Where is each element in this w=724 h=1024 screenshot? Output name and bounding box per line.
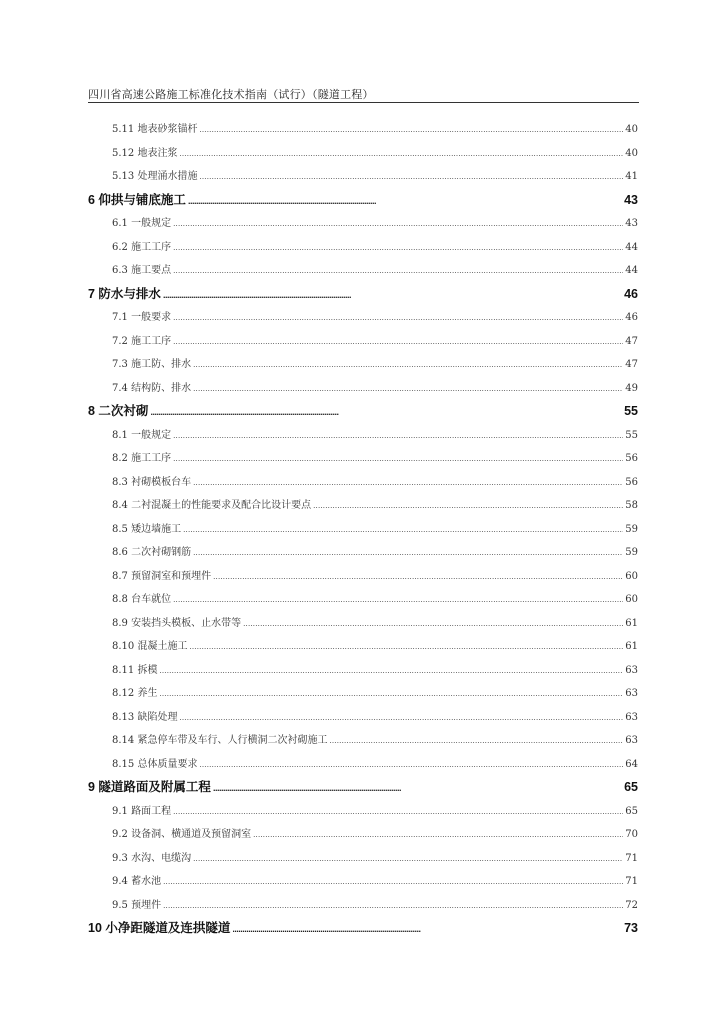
toc-entry-label: 9.4 蓄水池 [112, 876, 162, 887]
toc-dot-leader [150, 400, 622, 424]
toc-dot-leader [188, 189, 622, 213]
toc-chapter-entry[interactable] [88, 776, 638, 800]
toc-page-number: 63 [625, 735, 638, 746]
toc-dot-leader [199, 753, 623, 777]
toc-page-number: 55 [624, 404, 638, 418]
toc-page-number: 59 [625, 547, 638, 558]
toc-page-number: 60 [625, 570, 638, 582]
toc-entry-label: 8 二次衬砌 [88, 404, 149, 418]
toc-dot-leader [179, 706, 623, 730]
toc-page-number: 58 [625, 500, 638, 511]
toc-chapter-entry[interactable] [88, 917, 638, 941]
toc-dot-leader [189, 635, 623, 659]
running-header: 四川省高速公路施工标准化技术指南（试行）（隧道工程） [88, 89, 374, 101]
toc-dot-leader [199, 118, 623, 142]
toc-page-number: 70 [625, 829, 638, 840]
toc-section-entry[interactable] [88, 541, 638, 565]
toc-page-number: 59 [625, 523, 638, 535]
toc-entry-label: 9.1 路面工程 [112, 805, 172, 817]
toc-page-number: 61 [625, 641, 638, 652]
toc-dot-leader [329, 729, 623, 753]
toc-dot-leader [163, 283, 622, 307]
toc-section-entry[interactable] [88, 424, 638, 448]
toc-section-entry[interactable] [88, 165, 638, 189]
toc-page-number: 56 [625, 453, 638, 464]
toc-entry-label: 8.15 总体质量要求 [112, 758, 198, 770]
toc-entry-label: 7.1 一般要求 [112, 312, 172, 323]
toc-dot-leader [173, 800, 623, 824]
toc-page-number: 63 [625, 664, 638, 676]
toc-section-entry[interactable] [88, 306, 638, 330]
toc-entry-label: 8.5 矮边墙施工 [112, 523, 182, 535]
toc-section-entry[interactable] [88, 565, 638, 589]
toc-section-entry[interactable] [88, 212, 638, 236]
toc-section-entry[interactable] [88, 729, 638, 753]
toc-entry-label: 9.5 预埋件 [112, 899, 162, 911]
toc-entry-label: 8.2 施工工序 [112, 453, 172, 464]
toc-entry-label: 8.14 紧急停车带及车行、人行横洞二次衬砌施工 [112, 735, 328, 746]
toc-page-number: 46 [625, 312, 638, 323]
toc-dot-leader [183, 518, 623, 542]
toc-entry-label: 8.1 一般规定 [112, 429, 172, 441]
toc-entry-label: 7.2 施工工序 [112, 335, 172, 347]
toc-dot-leader [173, 447, 623, 471]
toc-section-entry[interactable] [88, 612, 638, 636]
toc-entry-label: 5.13 处理涌水措施 [112, 171, 198, 182]
toc-entry-label: 5.11 地表砂浆锚杆 [112, 124, 198, 135]
toc-page-number: 43 [624, 192, 638, 207]
toc-entry-label: 8.7 预留洞室和预埋件 [112, 570, 212, 582]
toc-page-number: 44 [625, 265, 638, 276]
toc-section-entry[interactable] [88, 142, 638, 166]
toc-chapter-entry[interactable] [88, 400, 638, 424]
toc-dot-leader [193, 541, 623, 565]
toc-page-number: 73 [624, 921, 638, 935]
toc-section-entry[interactable] [88, 823, 638, 847]
toc-entry-label: 6.3 施工要点 [112, 265, 172, 276]
toc-page-number: 56 [625, 476, 638, 488]
toc-entry-label: 8.9 安装挡头模板、止水带等 [112, 617, 242, 629]
toc-page-number: 41 [625, 171, 638, 182]
toc-entry-label: 9.2 设备洞、横通道及预留洞室 [112, 829, 252, 840]
toc-dot-leader [159, 682, 623, 706]
toc-dot-leader [163, 870, 623, 894]
toc-page-number: 64 [625, 758, 638, 770]
toc-dot-leader [253, 823, 623, 847]
toc-dot-leader [193, 377, 623, 401]
toc-page-number: 47 [625, 335, 638, 347]
toc-page-number: 40 [625, 147, 638, 159]
toc-dot-leader [193, 471, 623, 495]
toc-section-entry[interactable] [88, 330, 638, 354]
toc-entry-label: 6.1 一般规定 [112, 218, 172, 229]
header-divider [88, 102, 639, 103]
toc-section-entry[interactable] [88, 518, 638, 542]
toc-dot-leader [173, 259, 623, 283]
toc-dot-leader [163, 894, 623, 918]
toc-page-number: 63 [625, 688, 638, 699]
toc-dot-leader [179, 142, 623, 166]
toc-entry-label: 10 小净距隧道及连拱隧道 [88, 921, 231, 935]
toc-dot-leader [243, 612, 623, 636]
toc-chapter-entry[interactable] [88, 283, 638, 307]
toc-section-entry[interactable] [88, 588, 638, 612]
toc-page-number: 60 [625, 594, 638, 605]
table-of-contents [88, 118, 638, 941]
toc-page-number: 72 [625, 899, 638, 911]
toc-entry-label: 9.3 水沟、电缆沟 [112, 852, 192, 864]
toc-entry-label: 8.10 混凝土施工 [112, 641, 188, 652]
toc-entry-label: 8.11 拆模 [112, 664, 158, 676]
toc-chapter-entry[interactable] [88, 189, 638, 213]
toc-page-number: 61 [625, 617, 638, 629]
toc-section-entry[interactable] [88, 659, 638, 683]
toc-page-number: 71 [625, 876, 638, 887]
toc-dot-leader [199, 165, 623, 189]
toc-page-number: 63 [625, 711, 638, 723]
toc-entry-label: 6.2 施工工序 [112, 241, 172, 253]
toc-entry-label: 7 防水与排水 [88, 286, 161, 301]
toc-dot-leader [159, 659, 623, 683]
toc-section-entry[interactable] [88, 471, 638, 495]
toc-dot-leader [173, 306, 623, 330]
toc-section-entry[interactable] [88, 753, 638, 777]
toc-entry-label: 8.12 养生 [112, 688, 158, 699]
toc-page-number: 47 [625, 359, 638, 370]
toc-section-entry[interactable] [88, 447, 638, 471]
toc-entry-label: 8.13 缺陷处理 [112, 711, 178, 723]
toc-section-entry[interactable] [88, 682, 638, 706]
toc-page-number: 40 [625, 124, 638, 135]
toc-dot-leader [193, 353, 623, 377]
toc-dot-leader [173, 330, 623, 354]
toc-dot-leader [213, 565, 623, 589]
toc-entry-label: 5.12 地表注浆 [112, 147, 178, 159]
toc-section-entry[interactable] [88, 800, 638, 824]
toc-dot-leader [193, 847, 623, 871]
toc-dot-leader [173, 424, 623, 448]
toc-section-entry[interactable] [88, 377, 638, 401]
toc-page-number: 65 [624, 780, 638, 794]
toc-section-entry[interactable] [88, 870, 638, 894]
toc-dot-leader [232, 917, 622, 941]
toc-dot-leader [173, 236, 623, 260]
toc-section-entry[interactable] [88, 118, 638, 142]
toc-entry-label: 8.4 二衬混凝土的性能要求及配合比设计要点 [112, 500, 312, 511]
toc-section-entry[interactable] [88, 353, 638, 377]
toc-page-number: 43 [625, 218, 638, 229]
toc-section-entry[interactable] [88, 236, 638, 260]
toc-dot-leader [173, 588, 623, 612]
toc-dot-leader [173, 212, 623, 236]
toc-section-entry[interactable] [88, 635, 638, 659]
toc-page-number: 71 [625, 852, 638, 864]
toc-entry-label: 9 隧道路面及附属工程 [88, 780, 211, 794]
toc-entry-label: 8.8 台车就位 [112, 594, 172, 605]
toc-entry-label: 8.6 二次衬砌钢筋 [112, 547, 192, 558]
toc-section-entry[interactable] [88, 847, 638, 871]
toc-entry-label: 7.3 施工防、排水 [112, 359, 192, 370]
toc-entry-label: 7.4 结构防、排水 [112, 382, 192, 394]
toc-page-number: 46 [624, 286, 638, 301]
toc-section-entry[interactable] [88, 259, 638, 283]
toc-page-number: 49 [625, 382, 638, 394]
toc-dot-leader [313, 494, 623, 518]
toc-entry-label: 6 仰拱与铺底施工 [88, 192, 186, 207]
toc-page-number: 44 [625, 241, 638, 253]
toc-section-entry[interactable] [88, 894, 638, 918]
toc-entry-label: 8.3 衬砌模板台车 [112, 476, 192, 488]
toc-section-entry[interactable] [88, 494, 638, 518]
toc-section-entry[interactable] [88, 706, 638, 730]
toc-dot-leader [213, 776, 622, 800]
toc-page-number: 65 [625, 805, 638, 817]
toc-page-number: 55 [625, 429, 638, 441]
